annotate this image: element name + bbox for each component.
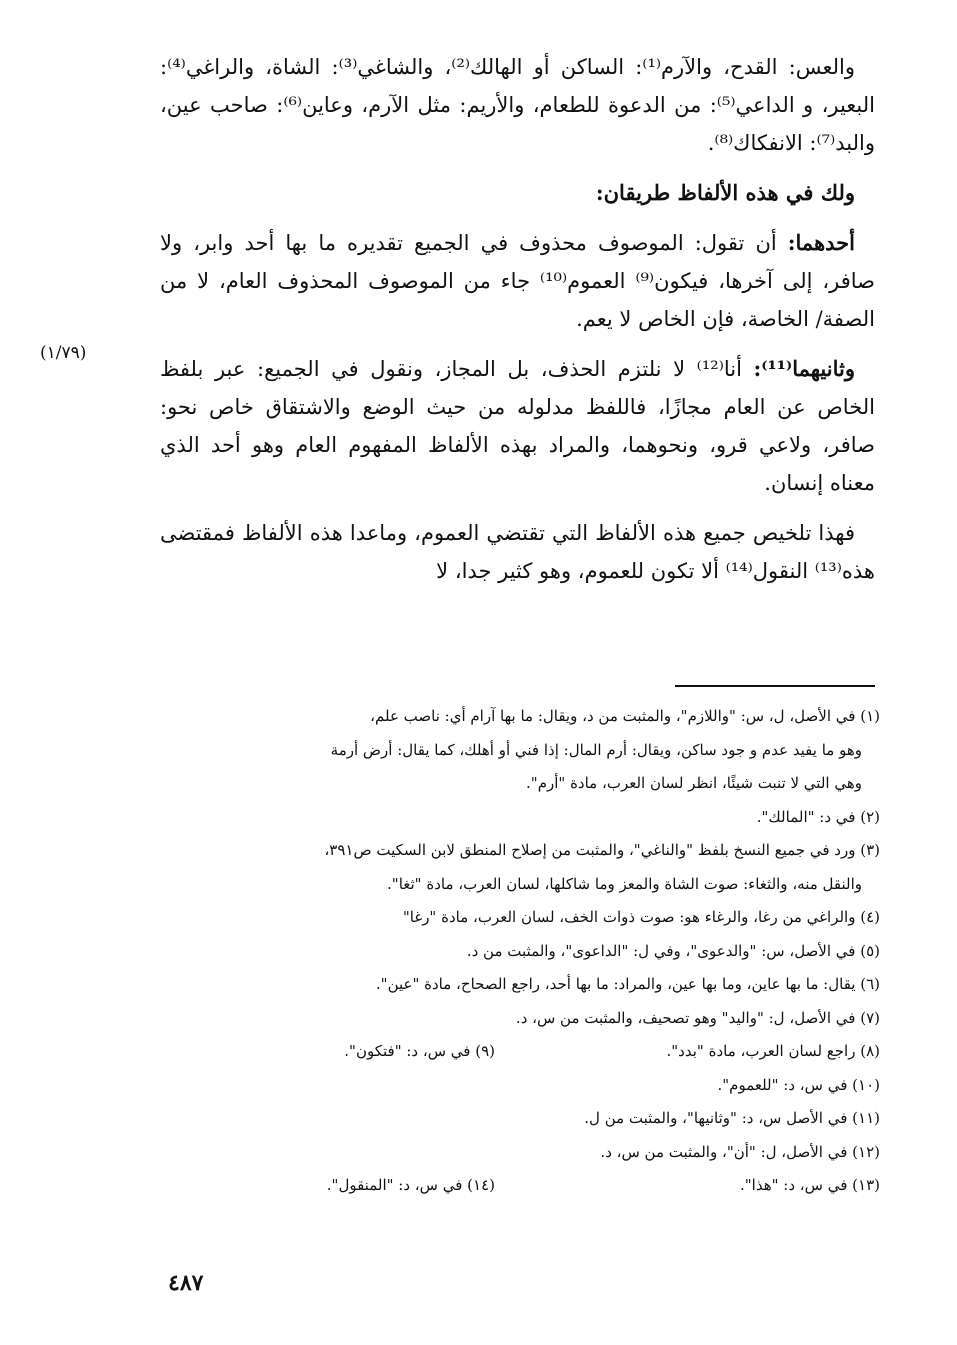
footnote-1-line-2: وهو ما يفيد عدم و جود ساكن، ويقال: أرم المال: إذا فني أو أهلك، كما يقال: أرض أرمة xyxy=(330,740,862,759)
footnotes xyxy=(160,700,880,1203)
footnote-6: (٦) يقال: ما بها عاين، وما بها عين، والمراد: ما بها أحد، راجع الصحاح، مادة "عين". xyxy=(375,975,880,993)
footnote-10: (١٠) في س، د: "للعموم". xyxy=(717,1075,880,1094)
paragraph-3-lead: وثانيهما⁽¹¹⁾: xyxy=(753,356,855,381)
footnote-13: (١٣) في س، د: "هذا". xyxy=(740,1176,880,1194)
footnote-1: (١) في الأصل، ل، س: "واللازم"، والمثبت من د، ويقال: ما بها آرام أي: ناصب علم، xyxy=(370,707,880,725)
footnote-row-13-14 xyxy=(160,1169,880,1203)
footnote-4: (٤) والراغي من رغا، والرغاء هو: صوت ذوات الخف، لسان العرب، مادة "رغا" xyxy=(402,908,880,926)
footnote-3-line-2: والنقل منه، والثغاء: صوت الشاة والمعز وما شاكلها، لسان العرب، مادة "ثغا". xyxy=(387,874,862,893)
footnote-12: (١٢) في الأصل، ل: "أن"، والمثبت من س، د. xyxy=(600,1142,880,1161)
paragraph-2 xyxy=(160,224,875,338)
footnote-3: (٣) ورد في جميع النسخ بلفظ "والناغي"، والمثبت من إصلاح المنطق لابن السكيت ص٣٩١، xyxy=(324,841,880,859)
paragraph-3-text: أنا⁽¹²⁾ لا نلتزم الحذف، بل المجاز، ونقول في الجميع: عبر بلفظ الخاص عن العام مجازًا، فاللفظ مدلوله من حيث الوضع والاشتقاق خاص نحو: صافر، ولاعي قرو، ونحوهما، والمراد بهذه الألفاظ المفهوم العام وهو أحد الذي معناه إنسان. xyxy=(160,357,875,495)
footnote-9: (٩) في س، د: "فتكون". xyxy=(344,1042,495,1060)
paragraph-3 xyxy=(160,350,875,502)
paragraph-4: فهذا تلخيص جميع هذه الألفاظ التي تقتضي العموم، وماعدا هذه الألفاظ فمقتضى هذه⁽¹³⁾ النقول⁽¹⁴⁾ ألا تكون للعموم، وهو كثير جدا، لا xyxy=(160,521,875,583)
section-heading: ولك في هذه الألفاظ طريقان: xyxy=(595,180,855,205)
footnote-5: (٥) في الأصل، س: "والدعوى"، وفي ل: "الداعوى"، والمثبت من د. xyxy=(466,941,880,960)
footnote-14: (١٤) في س، د: "المنقول". xyxy=(326,1176,495,1194)
paragraph-1: والعس: القدح، والآرم⁽¹⁾: الساكن أو الهالك⁽²⁾، والشاغي⁽³⁾: الشاة، والراغي⁽⁴⁾: البعير، و الداعي⁽⁵⁾: من الدعوة للطعام، والأريم: مثل الآرم، وعاين⁽⁶⁾: صاحب عين، والبد⁽⁷⁾: الانفكاك⁽⁸⁾. xyxy=(160,55,875,155)
footnote-2: (٢) في د: "المالك". xyxy=(756,807,880,826)
main-text xyxy=(160,48,875,590)
footnote-row-8-9 xyxy=(160,1035,880,1069)
footnote-1-line-3: وهي التي لا تنبت شيئًا، انظر لسان العرب، مادة "أرم". xyxy=(526,774,862,792)
footnote-7: (٧) في الأصل، ل: "واليد" وهو تصحيف، والمثبت من س، د. xyxy=(515,1008,880,1027)
page-number: ٤٨٧ xyxy=(168,1270,204,1296)
footnote-11: (١١) في الأصل س، د: "وثانيها"، والمثبت من ل. xyxy=(584,1109,880,1127)
paragraph-2-text: أن تقول: الموصوف محذوف في الجميع تقديره ما بها أحد وابر، ولا صافر، إلى آخرها، فيكون⁽⁹⁾ العموم⁽¹⁰⁾ جاء من الموصوف المحذوف العام، لا من الصفة/ الخاصة، فإن الخاص لا يعم. xyxy=(160,231,875,331)
footnote-8: (٨) راجع لسان العرب، مادة "بدد". xyxy=(666,1042,880,1060)
marginal-reference: (١/٧٩) xyxy=(40,343,87,363)
footnote-divider xyxy=(675,685,875,687)
paragraph-2-lead: أحدهما: xyxy=(787,230,855,255)
